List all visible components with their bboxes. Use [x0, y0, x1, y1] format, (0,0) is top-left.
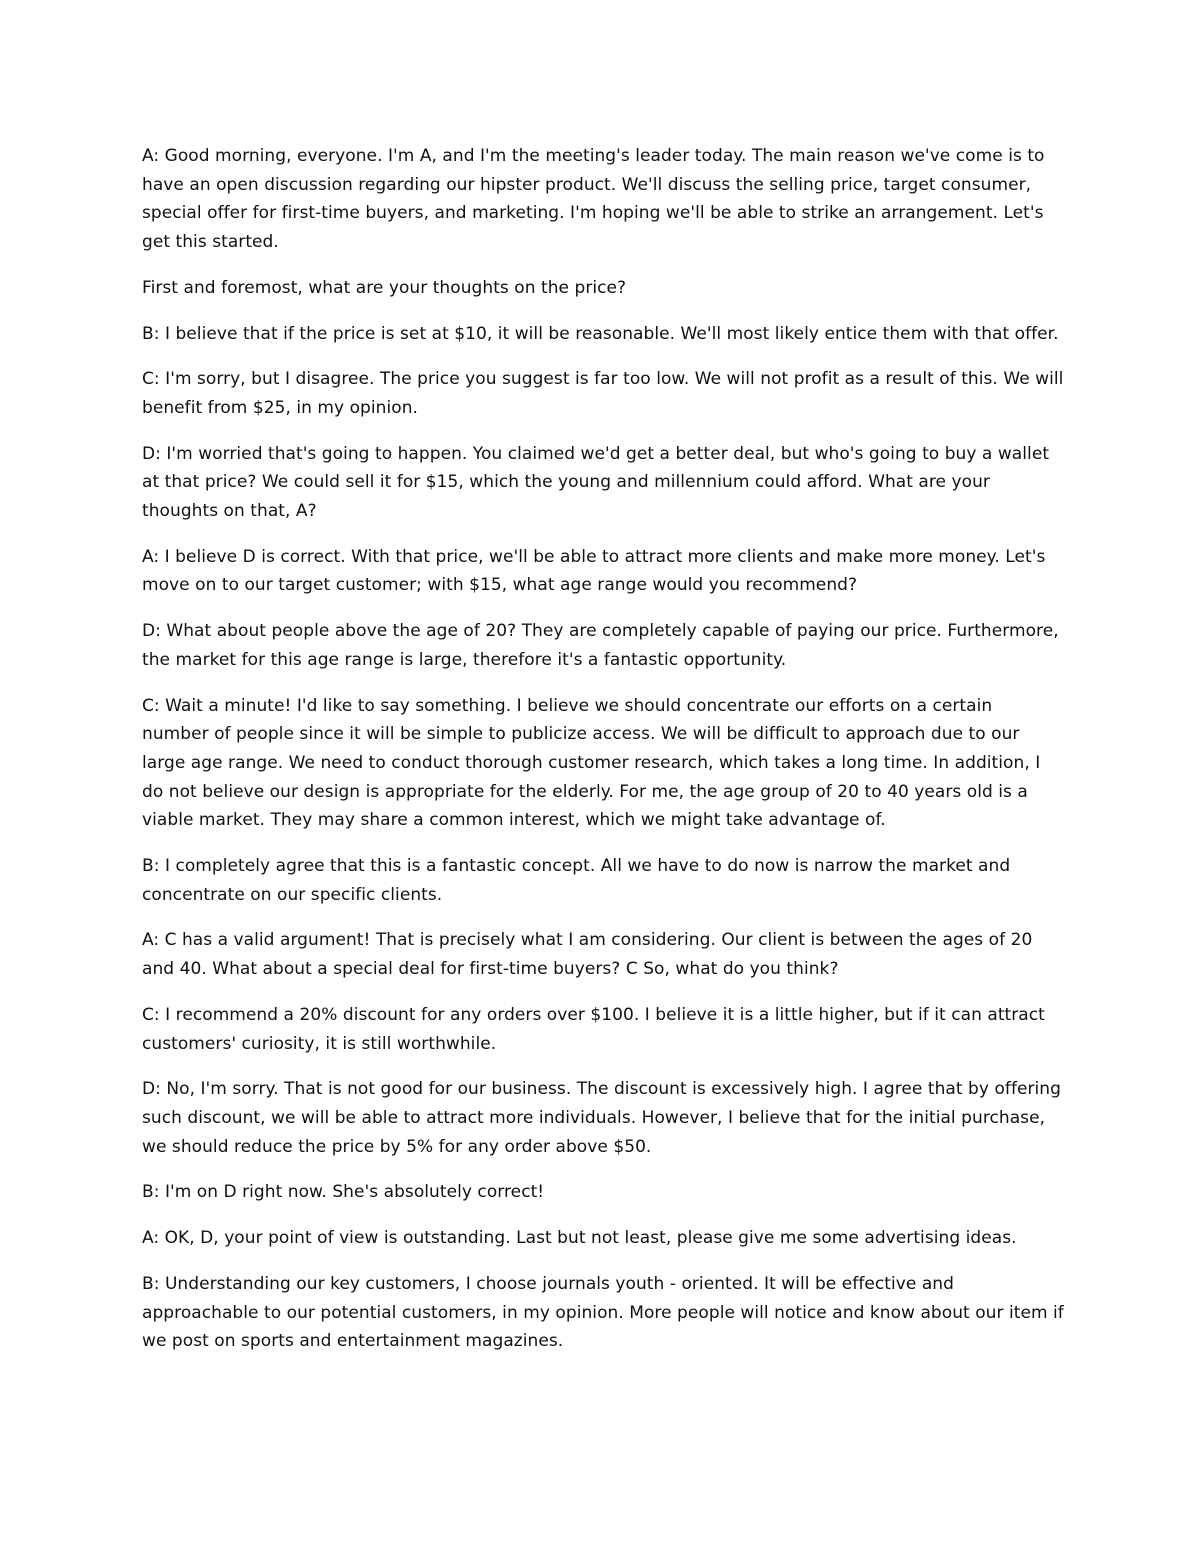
paragraph-b-on-d: B: I'm on D right now. She's absolutely correct!	[142, 1182, 545, 1203]
paragraph-c-disagree: C: I'm sorry, but I disagree. The price you suggest is far too low. We will not profit as a result of this. We will benefit from $25, in my opinion.	[142, 369, 1064, 418]
paragraph-c-discount: C: I recommend a 20% discount for any orders over $100. I believe it is a little higher, but if it can attract customers' curiosity, it is still worthwhile.	[142, 1004, 1045, 1054]
paragraph-d-no: D: No, I'm sorry. That is not good for our business. The discount is excessively high. I agree that by offering such discount, we will be able to attract more individuals. However, I believe that for the initial purchase, we should reduce the price by 5% for any order above $50.	[142, 1079, 1061, 1157]
paragraph-c-wait: C: Wait a minute! I'd like to say something. I believe we should concentrate our efforts on a certain number of people since it will be simple to publicize access. We will be difficult to approach due to our large age range. We need to conduct thorough customer research, which takes a long time. In addition, I do not believe our design is appropriate for the elderly. For me, the age group of 20 to 40 years old is a viable market. They may share a common interest, which we might take advantage of.	[142, 695, 1041, 831]
paragraph-d-age: D: What about people above the age of 20? They are completely capable of paying our price. Furthermore, the market for this age range is large, therefore it's a fantastic opportunity.	[142, 621, 1059, 670]
paragraph-b-price: B: I believe that if the price is set at $10, it will be reasonable. We'll most likely entice them with that offer.	[142, 323, 1059, 344]
paragraph-price-question: First and foremost, what are your thoughts on the price?	[142, 277, 627, 298]
paragraph-a-ok: A: OK, D, your point of view is outstanding. Last but not least, please give me some advertising ideas.	[142, 1228, 1017, 1249]
paragraph-opening-a: A: Good morning, everyone. I'm A, and I'm the meeting's leader today. The main reason we've come is to have an open discussion regarding our hipster product. We'll discuss the selling price, target consumer, special offer for first-time buyers, and marketing. I'm hoping we'll be able to strike an arrangement. Let's get this started.	[142, 146, 1045, 253]
paragraph-b-advertising: B: Understanding our key customers, I choose journals youth - oriented. It will be effective and approachable to our potential customers, in my opinion. More people will notice and know about our item if we post on sports and entertainment magazines.	[142, 1273, 1064, 1352]
paragraph-a-valid: A: C has a valid argument! That is precisely what I am considering. Our client is between the ages of 20 and 40. What about a special deal for first-time buyers? C So, what do you think?	[142, 930, 1033, 980]
paragraph-a-agree-d: A: I believe D is correct. With that price, we'll be able to attract more clients and make more money. Let's move on to our target customer; with $15, what age range would you recommend?	[142, 546, 1046, 596]
document-body	[142, 142, 1064, 1356]
paragraph-d-worried: D: I'm worried that's going to happen. You claimed we'd get a better deal, but who's going to buy a wallet at that price? We could sell it for $15, which the young and millennium could afford. What are your thoughts on that, A?	[142, 443, 1050, 522]
paragraph-b-agree: B: I completely agree that this is a fantastic concept. All we have to do now is narrow the market and concentrate on our specific clients.	[142, 856, 1011, 905]
